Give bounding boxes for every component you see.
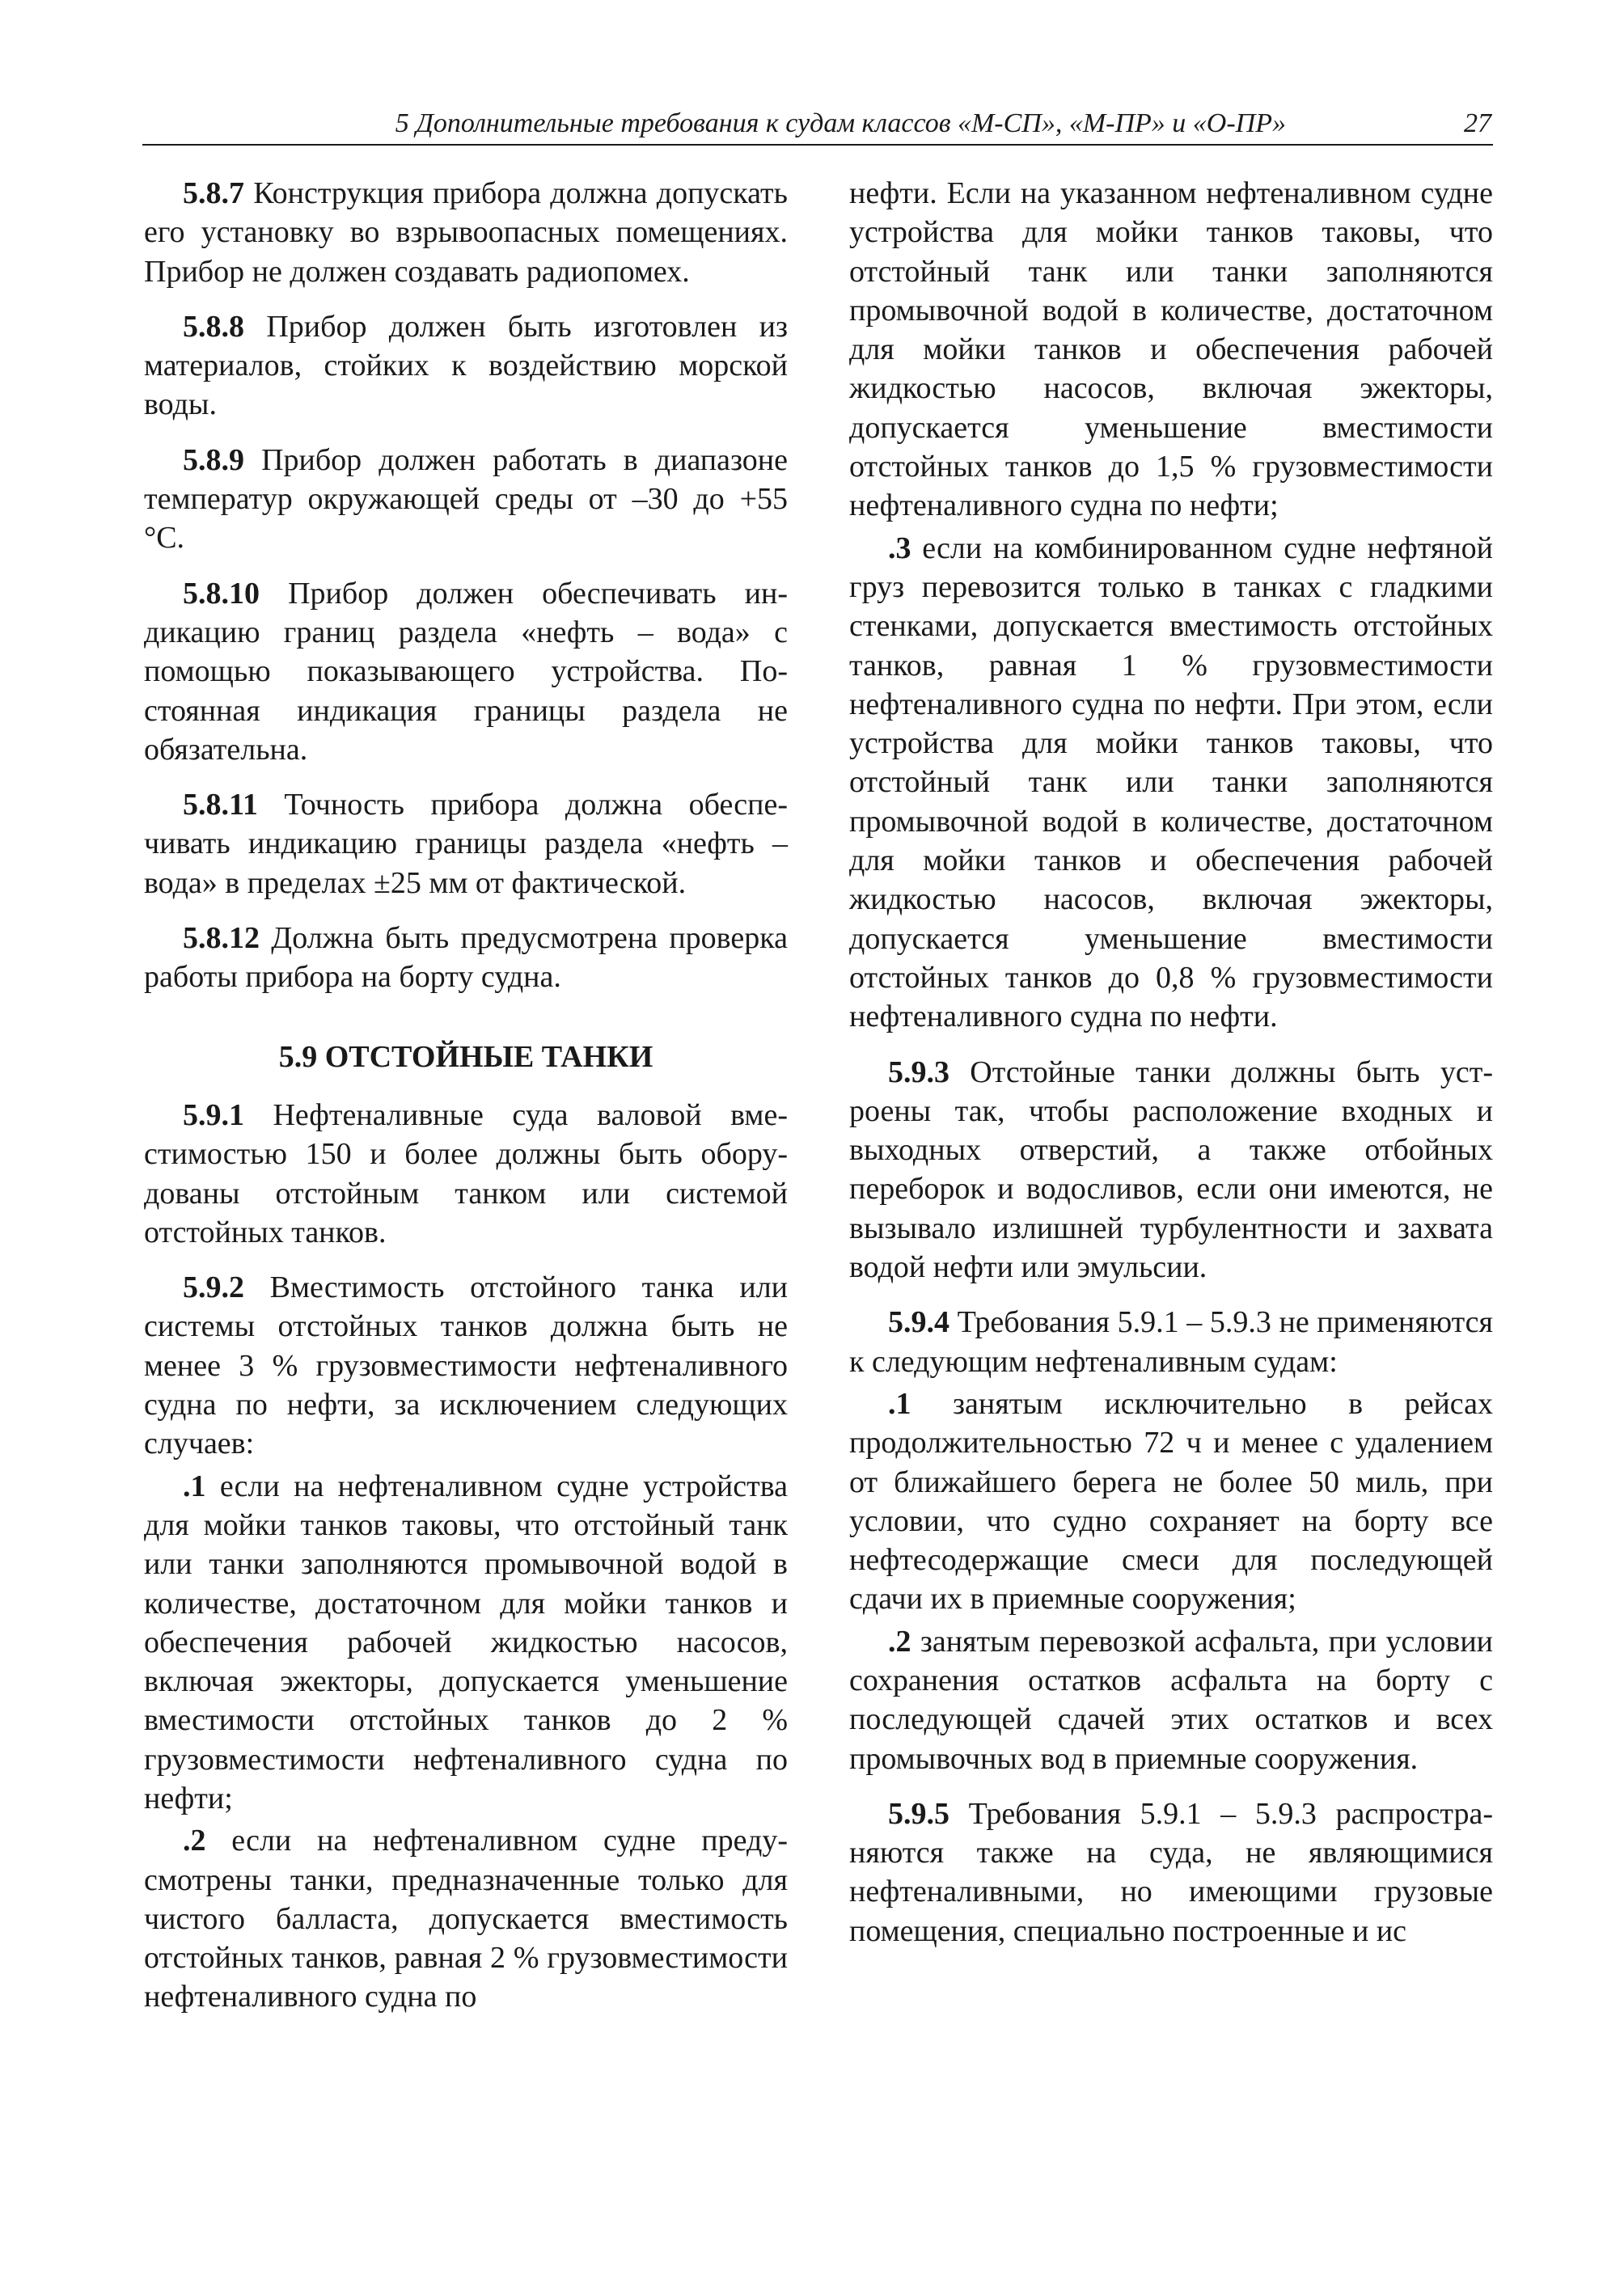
clause-number: 5.9.3 [888,1055,949,1089]
clause-text: Требования 5.9.1 – 5.9.3 не применяются к следующим нефтеналивным судам: [849,1305,1493,1379]
clause-number: 5.9.5 [888,1796,949,1831]
clause-number: 5.8.10 [183,576,260,611]
clause-number: 5.8.8 [183,309,244,344]
paragraph-5-9-4-item-1 [849,1384,1493,1619]
paragraph-5-9-1 [144,1096,788,1252]
clause-number: 5.9.1 [183,1097,244,1132]
item-text: если на комбинированном судне нефтяной груз перевозится только в танках с гладкими стенками, допускается вместимость отстойных танков, равная 1 % грузовместимости нефтеналивного судна по нефти. При этом, если устройства для мойки танков таковы, что отстойный танк или танки заполняются промывочной водой в количестве, достаточном для мойки танков и обеспечения рабочей жидкостью насосов, включая эжекторы, допускается уменьшение вместимости отстойных танков до 0,8 % грузовместимости нефтеналивного судна по нефти. [849,530,1493,1034]
item-text: занятым исключительно в рейсах продолжительностью 72 ч и менее с удалением от ближайшего берега не более 50 миль, при условии, что судно сохраняет на борту все нефтесодержащие смеси для последующей сдачи их в приемные сооружения; [849,1386,1493,1617]
clause-text: Должна быть предусмотрена проверка работы прибора на борту судна. [144,921,788,995]
paragraph-5-9-2-item-2-continued [849,174,1493,526]
paragraph-5-9-2 [144,1268,788,1463]
paragraph-5-9-2-item-2 [144,1821,788,2016]
right-column [849,174,1493,1967]
clause-text: Конструкция прибора должна допускать его установку во взрывоопасных помещениях. Прибор не должен создавать радиопомех. [144,176,788,289]
clause-number: 5.8.9 [183,442,244,477]
clause-text: Прибор должен работать в диапазоне температур окружающей среды от –30 до +55 °С. [144,442,788,556]
paragraph-5-8-12 [144,919,788,997]
paragraph-5-8-8 [144,307,788,425]
clause-text: Прибор должен обеспечивать индикацию границ раздела «нефть – вода» с помощью показывающего устройства. Постоянная индикация границы раздела не обязательна. [144,576,788,767]
paragraph-5-9-3 [849,1053,1493,1287]
item-text: нефти. Если на указанном нефтеналивном судне устройства для мойки танков таковы, что отстойный танк или танки заполняются промывочной водой в количестве, достаточном для мойки танков и обеспечения рабочей жидкостью насосов, включая эжекторы, допускается уменьшение вместимости отстойных танков до 1,5 % грузовместимости нефтеналивного судна по нефти; [849,176,1493,523]
left-column [144,174,788,2020]
clause-text: Точность прибора должна обеспечивать индикацию границы раздела «нефть – вода» в пределах ±25 мм от фактической. [144,788,788,900]
paragraph-5-8-9 [144,441,788,558]
paragraph-5-8-7 [144,174,788,291]
clause-number: 5.8.11 [183,788,258,822]
paragraph-5-9-4 [849,1303,1493,1381]
item-text: если на нефтеналивном судне устройства для мойки танков таковы, что отстойный танк или танки заполняются промывочной водой в количестве, достаточном для мойки танков и обеспечения рабочей жидкостью насосов, включая эжекторы, допускается уменьшение вместимости отстойных танков до 2 % грузовместимости нефтеналивного судна по нефти; [144,1469,788,1815]
section-heading: 5.9 ОТСТОЙНЫЕ ТАНКИ [278,1039,653,1074]
paragraph-5-9-4-item-2 [849,1622,1493,1778]
clause-number: 5.8.7 [183,176,244,210]
running-title: 5 Дополнительные требования к судам классов «М-СП», «М-ПР» и «О-ПР» [395,108,1286,138]
paragraph-5-8-11 [144,785,788,902]
item-number: .2 [888,1624,911,1659]
clause-number: 5.8.12 [183,921,260,956]
item-text: если на нефтеналивном судне предусмотрены танки, предназначенные только для чистого балласта, допускается вместимость отстойных танков, равная 2 % грузовместимости нефтеналивного судна по [144,1824,788,2014]
clause-number: 5.9.2 [183,1270,244,1305]
paragraph-5-9-5 [849,1794,1493,1951]
clause-text: Отстойные танки должны быть устроены так, чтобы расположение входных и выходных отверстий, а также отбойных переборок и водосливов, если они имеются, не вызывало излишней турбулентности и захвата водой нефти или эмульсии. [849,1055,1493,1285]
paragraph-5-8-10 [144,574,788,769]
item-number: .2 [183,1824,206,1858]
item-number: .1 [183,1469,206,1503]
clause-text: Вместимость отстойного танка или системы отстойных танков должна быть не менее 3 % грузовместимости нефтеналивного судна по нефти, за исключением следующих случаев: [144,1270,788,1461]
clause-number: 5.9.4 [888,1305,949,1340]
paragraph-5-9-2-item-3 [849,529,1493,1037]
clause-text: Прибор должен быть изготовлен из материалов, стойких к воздействию морской воды. [144,309,788,422]
paragraph-5-9-2-item-1 [144,1467,788,1819]
item-text: занятым перевозкой асфальта, при условии сохранения остатков асфальта на борту с последующей сдачей этих остатков и всех промывочных вод в приемные сооружения. [849,1624,1493,1776]
clause-text: Требования 5.9.1 – 5.9.3 распространяются также на суда, не являющимися нефтеналивными, но имеющими грузовые помещения, специально построенные и ис [849,1796,1493,1948]
running-header [142,104,1493,146]
page-number: 27 [1464,108,1491,138]
clause-text: Нефтеналивные суда валовой вместимостью 150 и более должны быть оборудованы отстойным танком или системой отстойных танков. [144,1097,788,1249]
item-number: .3 [888,530,911,565]
item-number: .1 [888,1386,911,1421]
